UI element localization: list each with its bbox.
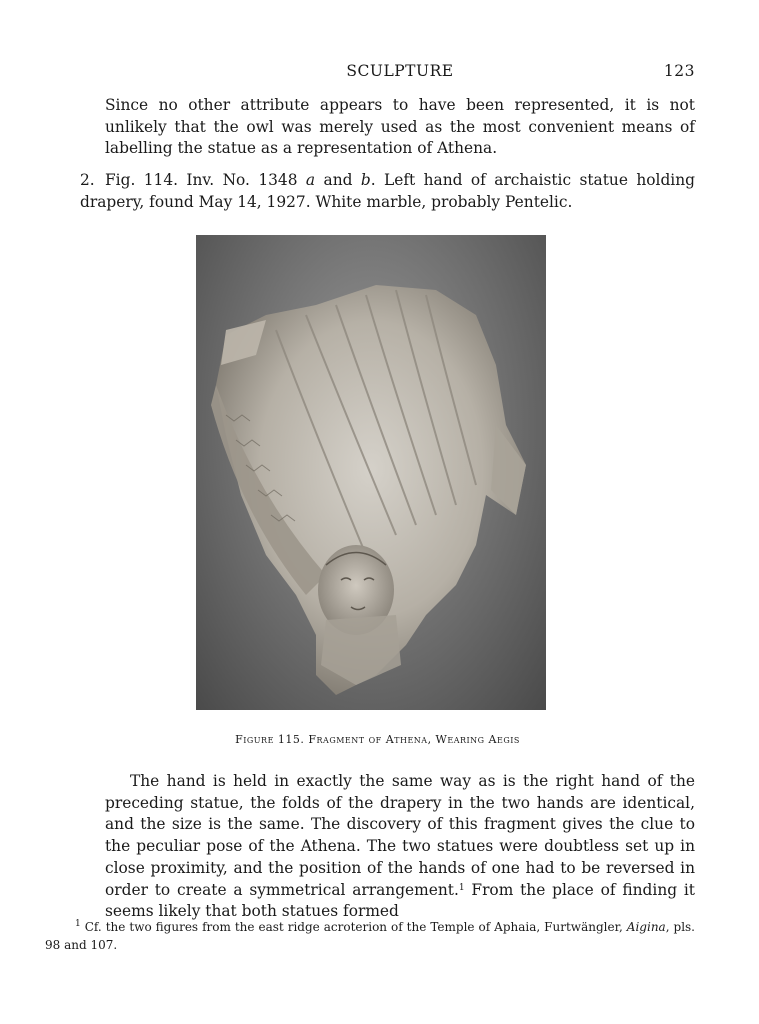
item-number: 2. [80,171,95,189]
footnote-text-start: Cf. the two figures from the east ridge acroterion of the Temple of Aphaia, Furtwängler, [80,920,627,934]
running-title: SCULPTURE [346,62,454,80]
paragraph-3 [105,771,695,923]
figure-caption: Figure 115. Fragment of Athena, Wearing Aegis [235,733,520,746]
item-text-start: Fig. 114. Inv. No. 1348 [105,171,306,189]
footnote-marker: 1 [75,919,81,929]
paragraph-3-text: The hand is held in exactly the same way as is the right hand of the preceding statue, the folds of the drapery in the two hands are identical, and the size is the same. The discovery of this fragment gives the clue to the peculiar pose of the Athena. The two statues were doubtless set up in close proximity, and the position of the hands of one had to be reversed in order to create a symmetrical arrangement. [105,772,695,899]
footnote [45,918,695,954]
item-text-b: b [360,171,371,189]
page-number: 123 [663,62,695,80]
running-head [105,62,695,84]
paragraph-1: Since no other attribute appears to have been represented, it is not unlikely that the owl was merely used as the most convenient means of labelling the statue as a representation of Athena. [105,96,695,158]
footnote-italic-title: Aigina [626,920,666,934]
item-text-and: and [315,171,361,189]
paragraph-3-continuation: From the place of finding it seems likely that both statues formed [105,880,695,921]
footnote-text-end: , pls. 98 and 107. [45,920,696,952]
figure-photograph [196,235,546,710]
item-text-a: a [305,171,316,189]
sculpture-fragment-photo-icon [196,235,546,710]
footnote-reference[interactable]: 1 [458,882,465,893]
catalog-item-2 [80,170,695,213]
item-text-end: . Left hand of archaistic statue holding drapery, found May 14, 1927. White marble, probably Pentelic. [80,171,695,211]
